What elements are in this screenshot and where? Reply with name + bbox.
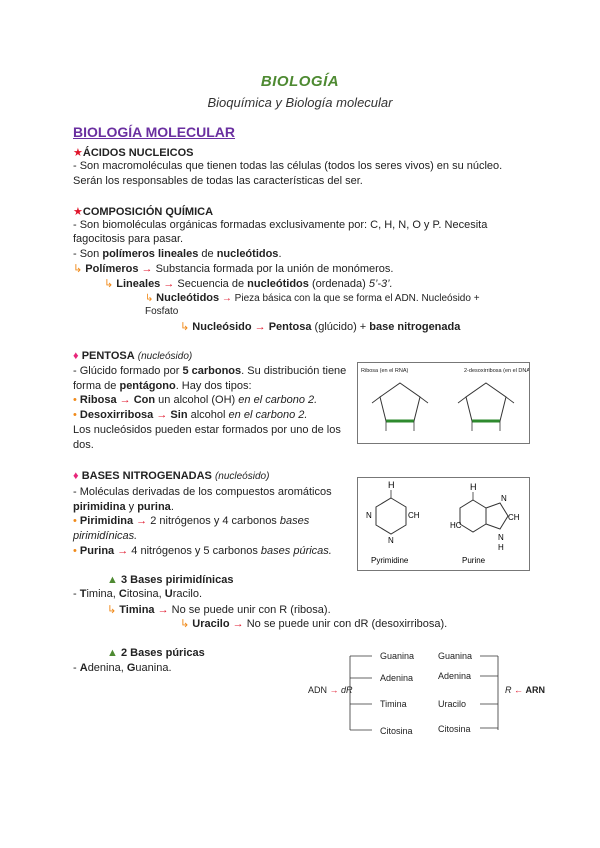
composicion-text-2: fagocitosis para pasar. [73,233,184,245]
right-item-uracilo: Uracilo [438,699,467,709]
diamond-icon: ♦ [73,350,79,362]
lineales-line: ↳ Lineales → Secuencia de nucleótidos (ordenada) 5’-3’. [104,278,393,290]
puricas-list: - Adenina, Guanina. [73,662,172,674]
bracket-lines [340,648,510,740]
diamond-icon: ♦ [73,470,79,482]
bases-text-1: - Moléculas derivadas de los compuestos aromáticos [73,486,332,498]
ribosa-figure-label: Ribosa (en el RNA) [361,368,409,374]
star-icon: ★ [73,206,83,218]
sub-arrow-icon: ↳ [73,263,83,275]
pentose-rings-svg [358,363,529,443]
nucleotidos-line-2: Fosfato [145,306,179,317]
svg-text:H: H [388,480,395,490]
timina-line: ↳ Timina → No se puede unir con R (ribosa). [107,604,331,616]
deoxyribose-ring [466,383,506,421]
right-item-adenina: Adenina [438,671,472,681]
triangle-icon: ▲ [107,574,118,586]
left-item-timina: Timina [380,699,407,709]
composicion-text-3: - Son polímeros lineales de nucleótidos. [73,248,282,260]
svg-text:H: H [470,482,477,492]
bases-text-2: pirimidina y purina. [73,501,174,513]
left-item-citosina: Citosina [380,726,413,736]
acidos-heading: ★ÁCIDOS NUCLEICOS [73,147,194,159]
pirimidinicas-list: - Timina, Citosina, Uracilo. [73,588,203,600]
pirimidinicas-heading: ▲ 3 Bases pirimidínicas [107,574,234,586]
purine-ring-6 [460,500,486,532]
svg-text:H: H [498,543,504,552]
sub-arrow-icon: ↳ [104,278,114,290]
pentosa-text-1: - Glúcido formado por 5 carbonos. Su distribución tiene [73,365,347,377]
triangle-icon: ▲ [107,647,118,659]
star-icon: ★ [73,147,83,159]
left-item-guanina: Guanina [380,651,415,661]
svg-text:CH: CH [408,511,420,520]
pentosa-text-2: forma de pentágono. Hay dos tipos: [73,380,252,392]
right-item-citosina: Citosina [438,724,471,734]
pentosa-text-5: Los nucleósidos pueden estar formados por uno de los [73,424,341,436]
uracilo-line: ↳ Uracilo → No se puede unir con dR (desoxirribosa). [180,618,448,630]
svg-text:N: N [501,494,507,503]
desoxirribosa-line: • Desoxirribosa → Sin alcohol en el carbono 2. [73,409,308,421]
composicion-heading: ★COMPOSICIÓN QUÍMICA [73,206,214,218]
pirimidina-line: • Pirimidina → 2 nitrógenos y 4 carbonos bases [73,515,310,527]
nucleosido-line: ↳ Nucleósido → Pentosa (glúcido) + base nitrogenada [180,321,461,333]
svg-text:HC: HC [450,521,462,530]
left-item-adenina: Adenina [380,673,414,683]
pirimidina-line-2: pirimidínicas. [73,530,138,542]
adn-label: ADN → dR [308,685,353,695]
svg-text:N: N [498,533,504,542]
pentosa-text-6: dos. [73,439,94,451]
bases-heading: ♦ BASES NITROGENADAS (nucleósido) [73,470,270,482]
svg-text:N: N [366,511,372,520]
sub-arrow-icon: ↳ [145,293,154,304]
page-title: BIOLOGÍA [260,73,340,90]
acidos-text-1: - Son macromoléculas que tienen todas las células (todos los seres vivos) en su núcleo. [73,160,503,172]
desoxi-figure-label: 2-desoxirribosa (en el DNA) [464,368,529,374]
pyrimidine-label: Pyrimidine [371,556,409,565]
composicion-text-1: - Son biomoléculas orgánicas formadas exclusivamente por: C, H, N, O y P. Necesita [73,219,488,231]
sub-arrow-icon: ↳ [107,604,117,616]
pentose-figure [357,362,530,444]
sub-arrow-icon: ↳ [180,618,190,630]
sub-arrow-icon: ↳ [180,321,190,333]
puricas-heading: ▲ 2 Bases púricas [107,647,205,659]
svg-text:N: N [388,536,394,545]
acidos-text-2: Serán los responsables de todas las características del ser. [73,175,363,187]
bases-figure [357,477,530,571]
purina-line: • Purina → 4 nitrógenos y 5 carbonos bases púricas. [73,545,332,557]
svg-text:CH: CH [508,513,520,522]
ribosa-line: • Ribosa → Con un alcohol (OH) en el carbono 2. [73,394,318,406]
section-title: BIOLOGÍA MOLECULAR [73,124,236,140]
bases-rings-svg [358,478,529,570]
arn-label: R ← ARN [505,685,546,695]
pentosa-heading: ♦ PENTOSA (nucleósido) [73,350,193,362]
pyrimidine-ring [376,498,406,534]
purine-label: Purine [462,556,486,565]
right-item-guanina: Guanina [438,651,473,661]
polimeros-line: ↳ Polímeros → Substancia formada por la unión de monómeros. [73,263,394,275]
purine-ring-5 [486,503,508,529]
ribose-ring [380,383,420,421]
page-subtitle: Bioquímica y Biología molecular [207,95,393,110]
nucleotidos-line: ↳ Nucleótidos → Pieza básica con la que se forma el ADN. Nucleósido + [145,292,480,304]
